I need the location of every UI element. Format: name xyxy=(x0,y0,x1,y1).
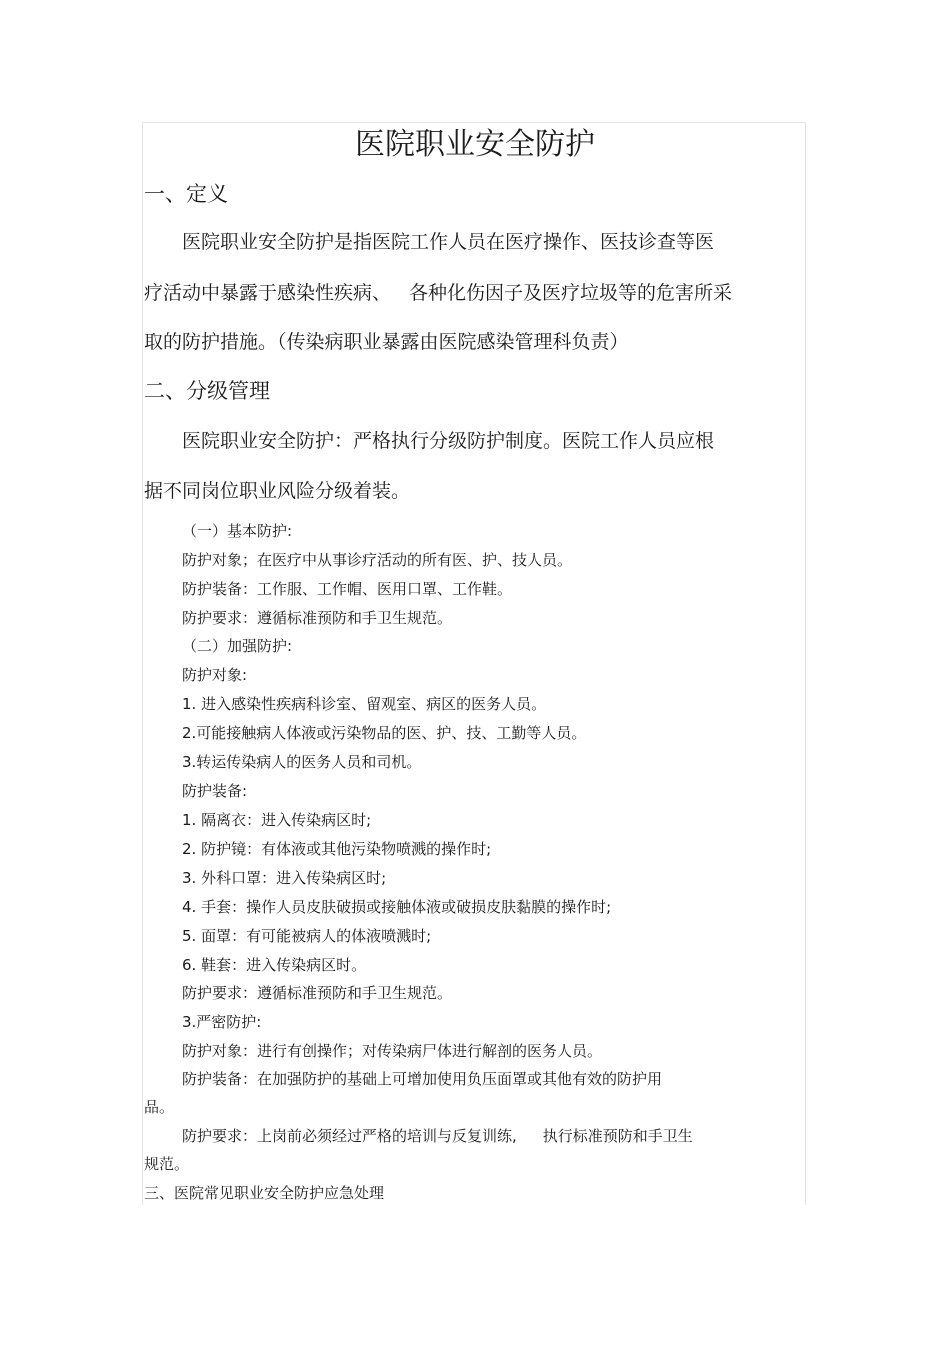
section-heading-definition: 一、定义 xyxy=(144,182,228,206)
basic-target: 防护对象；在医疗中从事诊疗活动的所有医、护、技人员。 xyxy=(182,551,573,569)
strict-requirement-line: 防护要求：上岗前必须经过严格的培训与反复训练, 执行标准预防和手卫生 xyxy=(182,1127,693,1145)
enhanced-equipment-item: 4. 手套：操作人员皮肤破损或接触体液或破损皮肤黏膜的操作时; xyxy=(182,898,612,916)
document-title: 医院职业安全防护 xyxy=(355,127,595,162)
basic-equipment: 防护装备：工作服、工作帽、医用口罩、工作鞋。 xyxy=(182,580,513,598)
enhanced-equipment-item: 3. 外科口罩：进入传染病区时; xyxy=(182,869,387,887)
definition-paragraph-line: 医院职业安全防护是指医院工作人员在医疗操作、医技诊查等医 xyxy=(182,231,715,253)
definition-paragraph-line: 疗活动中暴露于感染性疾病、 各种化伤因子及医疗垃圾等的危害所采 xyxy=(144,282,733,304)
strict-equipment-line: 防护装备：在加强防护的基础上可增加使用负压面罩或其他有效的防护用 xyxy=(182,1070,663,1088)
enhanced-equipment-item: 1. 隔离衣：进入传染病区时; xyxy=(182,811,372,829)
enhanced-equipment-item: 6. 鞋套：进入传染病区时。 xyxy=(182,956,367,974)
strict-equipment-line: 品。 xyxy=(144,1098,175,1116)
definition-paragraph-line: 取的防护措施。（传染病职业暴露由医院感染管理科负责） xyxy=(144,331,629,353)
grading-paragraph-line: 医院职业安全防护：严格执行分级防护制度。医院工作人员应根 xyxy=(182,430,715,452)
enhanced-equipment-item: 2. 防护镜：有体液或其他污染物喷溅的操作时; xyxy=(182,840,492,858)
enhanced-target-item: 3.转运传染病人的医务人员和司机。 xyxy=(182,753,422,771)
strict-requirement-line: 规范。 xyxy=(144,1155,190,1173)
basic-requirement: 防护要求：遵循标准预防和手卫生规范。 xyxy=(182,609,453,627)
enhanced-target-item: 1. 进入感染性疾病科诊室、留观室、病区的医务人员。 xyxy=(182,695,547,713)
subheading-basic-protection: （一）基本防护: xyxy=(182,522,293,540)
subheading-strict-protection: 3.严密防护: xyxy=(182,1013,262,1031)
enhanced-equipment-label: 防护装备: xyxy=(182,782,248,800)
enhanced-target-label: 防护对象: xyxy=(182,666,248,684)
enhanced-target-item: 2.可能接触病人体液或污染物品的医、护、技、工勤等人员。 xyxy=(182,724,587,742)
grading-paragraph-line: 据不同岗位职业风险分级着装。 xyxy=(144,480,411,502)
section-heading-emergency: 三、医院常见职业安全防护应急处理 xyxy=(144,1184,385,1202)
section-heading-grading: 二、分级管理 xyxy=(144,379,270,403)
subheading-enhanced-protection: （二）加强防护: xyxy=(182,637,293,655)
strict-target: 防护对象：进行有创操作；对传染病尸体进行解剖的医务人员。 xyxy=(182,1042,603,1060)
enhanced-requirement: 防护要求：遵循标准预防和手卫生规范。 xyxy=(182,984,453,1002)
enhanced-equipment-item: 5. 面罩：有可能被病人的体液喷溅时; xyxy=(182,927,432,945)
